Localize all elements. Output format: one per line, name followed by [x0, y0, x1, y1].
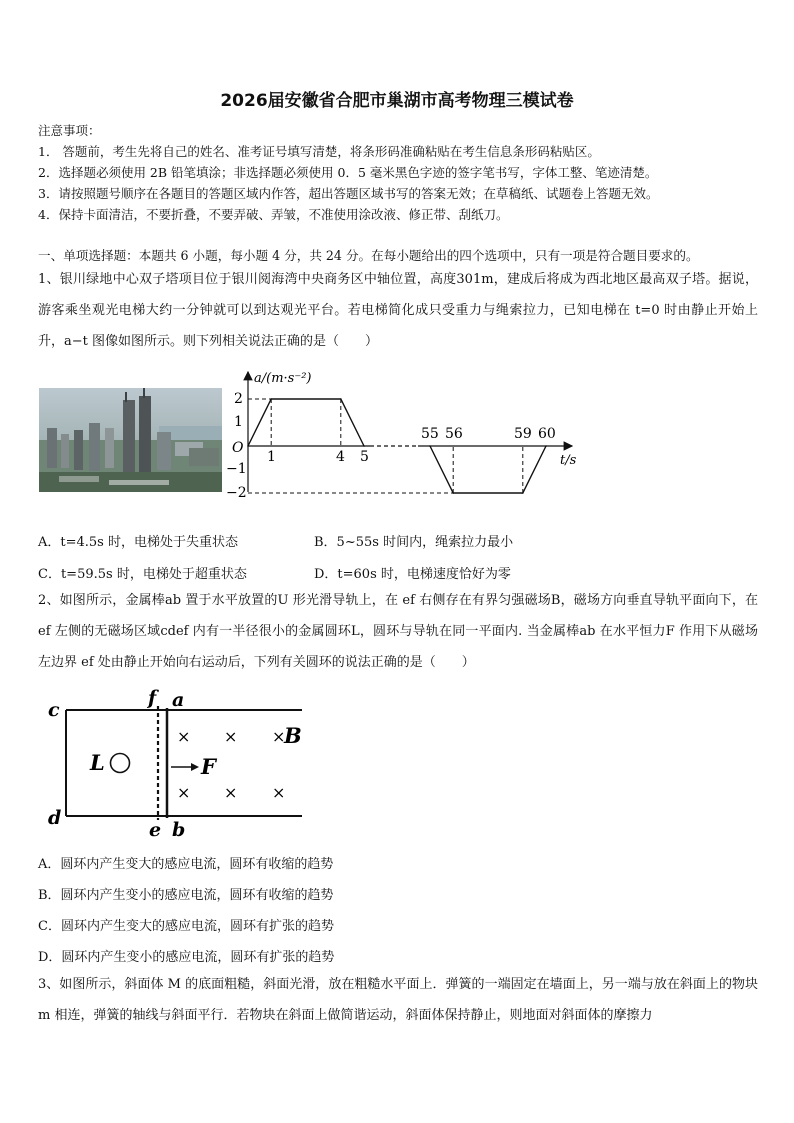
origin-label: O [232, 440, 244, 456]
notice-item: 2．选择题必须使用 2B 铅笔填涂；非选择题必须使用 0．5 毫米黑色字迹的签字笔书写，字体工整、笔迹清楚。 [38, 165, 658, 180]
data-point [545, 445, 547, 447]
q2-option-d: D．圆环内产生变小的感应电流，圆环有扩张的趋势 [38, 950, 335, 965]
q1-option-c: C．t=59.5s 时，电梯处于超重状态 [38, 567, 247, 582]
x-tick-label: 5 [360, 449, 369, 465]
question-1-stem: 1、银川绿地中心双子塔项目位于银川阅海湾中央商务区中轴位置，高度301m，建成后将成为西北地区最高双子塔。据说，游客乘坐观光电梯大约一分钟就可以到达观光平台。若电梯简化成只受重力与绳索拉力，已知电梯在 t=0 时由静止开始上升，a−t 图像如图所示。则下列相关说法正确的是（ ） [38, 272, 758, 349]
notice-item: 1． 答题前，考生先将自己的姓名、准考证号填写清楚，将条形码准确粘贴在考生信息条形码粘贴区。 [38, 144, 600, 159]
y-tick-label: 1 [234, 414, 243, 430]
q2-option-a: A．圆环内产生变大的感应电流，圆环有收缩的趋势 [38, 857, 334, 872]
svg-text:c: c [48, 699, 60, 721]
svg-text:×: × [177, 783, 191, 802]
x-tick-label: 56 [445, 426, 463, 442]
q2-option-c: C．圆环内产生变大的感应电流，圆环有扩张的趋势 [38, 919, 334, 934]
x-tick-label: 55 [421, 426, 439, 442]
svg-text:F: F [201, 754, 216, 779]
y-tick-label: −1 [226, 461, 247, 477]
svg-text:f: f [148, 688, 157, 709]
svg-text:d: d [48, 807, 62, 829]
q1-option-d: D．t=60s 时，电梯速度恰好为零 [314, 567, 511, 582]
data-point [429, 445, 431, 447]
svg-text:×: × [272, 783, 286, 802]
q2-option-b: B．圆环内产生变小的感应电流，圆环有收缩的趋势 [38, 888, 334, 903]
acceleration-time-graph [222, 366, 582, 502]
twin-tower-photo [39, 388, 222, 492]
x-tick-label: 1 [267, 449, 276, 465]
svg-text:×: × [177, 727, 191, 746]
notice-item: 4．保持卡面清洁，不要折叠，不要弄破、弄皱，不准使用涂改液、修正带、刮纸刀。 [38, 207, 509, 222]
question-2-stem: 2、如图所示，金属棒ab 置于水平放置的U 形光滑导轨上，在 ef 右侧存在有界匀强磁场B，磁场方向垂直导轨平面向下，在 ef 左侧的无磁场区域cdef 内有一半径很小的金属圆环L，圆环与导轨在同一平面内. 当金属棒ab 在水平恒力F 作用下从磁场左边界 ef 处由静止开始向右运动后，下列有关圆环的说法正确的是（ ） [38, 593, 758, 670]
svg-text:×: × [272, 727, 286, 746]
section-heading: 一、单项选择题：本题共 6 小题，每小题 4 分，共 24 分。在每小题给出的四个选项中，只有一项是符合题目要求的。 [38, 248, 699, 263]
q1-option-a: A．t=4.5s 时，电梯处于失重状态 [38, 535, 238, 550]
page-title: 2026届安徽省合肥市巢湖市高考物理三模试卷 [220, 91, 574, 111]
svg-text:B: B [284, 723, 302, 748]
svg-text:e: e [149, 819, 162, 840]
data-point [522, 492, 524, 494]
data-point [340, 398, 342, 400]
data-point [247, 445, 249, 447]
x-tick-label: 4 [336, 449, 345, 465]
x-tick-label: 60 [538, 426, 556, 442]
svg-text:L: L [90, 750, 105, 775]
metal-ring [111, 754, 130, 773]
series-line [248, 399, 364, 446]
svg-text:×: × [224, 783, 238, 802]
data-point [363, 445, 365, 447]
rail-field-figure [44, 688, 314, 840]
svg-text:×: × [224, 727, 238, 746]
y-tick-label: 2 [234, 391, 243, 407]
x-axis-label: t/s [560, 453, 577, 468]
series-line [430, 446, 546, 493]
notice-item: 3．请按照题号顺序在各题目的答题区域内作答，超出答题区域书写的答案无效；在草稿纸、试题卷上答题无效。 [38, 186, 659, 201]
x-tick-label: 59 [514, 426, 532, 442]
question-3-stem: 3、如图所示，斜面体 M 的底面粗糙，斜面光滑，放在粗糙水平面上．弹簧的一端固定在墙面上，另一端与放在斜面上的物块 m 相连，弹簧的轴线与斜面平行．若物块在斜面上做简谐运动，斜面体保持静止，则地面对斜面体的摩擦力 [38, 977, 758, 1023]
y-axis-label: a/(m·s⁻²) [254, 371, 312, 386]
q1-option-b: B．5~55s 时间内，绳索拉力最小 [314, 535, 514, 550]
svg-text:b: b [172, 819, 186, 840]
notice-heading: 注意事项： [38, 123, 101, 138]
svg-text:a: a [172, 689, 185, 711]
y-tick-label: −2 [226, 485, 247, 501]
